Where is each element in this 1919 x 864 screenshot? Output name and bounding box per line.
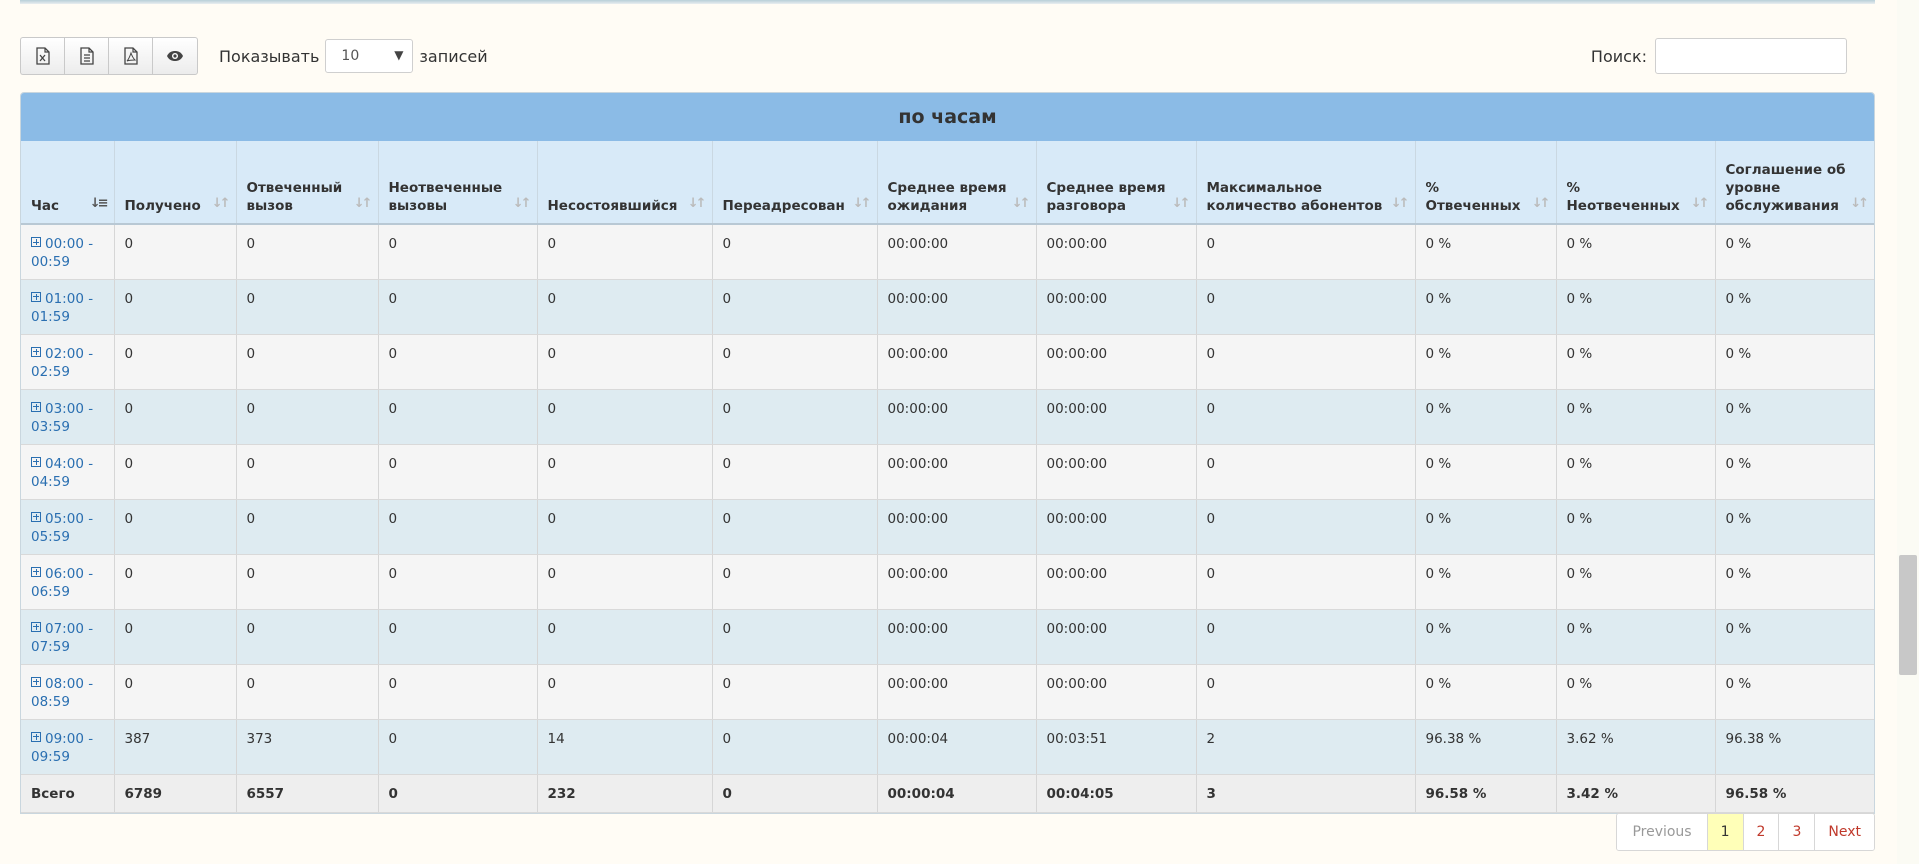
table-cell: 00:03:51 xyxy=(1036,719,1196,774)
table-cell: 00:00:04 xyxy=(877,719,1036,774)
table-cell: 0 xyxy=(114,334,236,389)
expand-plus-icon xyxy=(31,402,41,412)
table-cell: 00:00:00 xyxy=(1036,499,1196,554)
hour-range-text: 02:00 - 02:59 xyxy=(31,345,94,380)
table-cell: 0 % xyxy=(1556,609,1715,664)
table-cell: 0 % xyxy=(1415,664,1556,719)
hourly-stats-table xyxy=(21,141,1874,813)
column-visibility-button[interactable] xyxy=(152,37,198,75)
table-cell: 0 % xyxy=(1415,499,1556,554)
table-cell: 387 xyxy=(114,719,236,774)
table-row xyxy=(21,719,1874,774)
table-cell: 0 xyxy=(236,224,378,279)
table-cell: 0 % xyxy=(1415,334,1556,389)
table-cell: 0 xyxy=(114,224,236,279)
table-cell: 0 xyxy=(378,224,537,279)
table-cell: 0 % xyxy=(1715,224,1874,279)
hour-cell xyxy=(21,609,114,664)
table-cell: 0 % xyxy=(1415,554,1556,609)
header-label: Час xyxy=(31,198,60,214)
total-cell: 3.42 % xyxy=(1556,774,1715,812)
table-cell: 96.38 % xyxy=(1715,719,1874,774)
table-cell: 0 % xyxy=(1715,334,1874,389)
table-row xyxy=(21,224,1874,279)
expand-plus-icon xyxy=(31,237,41,247)
table-cell: 0 xyxy=(114,554,236,609)
column-header-sla[interactable] xyxy=(1715,141,1874,224)
sort-icon: ↓↑ xyxy=(852,196,869,211)
table-row xyxy=(21,444,1874,499)
table-cell: 0 xyxy=(236,499,378,554)
hour-cell xyxy=(21,279,114,334)
table-cell: 0 xyxy=(378,554,537,609)
hour-range-text: 01:00 - 01:59 xyxy=(31,290,94,325)
hour-expand-link[interactable] xyxy=(31,346,93,380)
column-header-hour[interactable] xyxy=(21,141,114,224)
table-cell: 00:00:00 xyxy=(1036,224,1196,279)
table-cell: 00:00:00 xyxy=(877,609,1036,664)
column-header-failed[interactable] xyxy=(537,141,712,224)
header-label: Неотвеченные вызовы xyxy=(388,180,503,214)
page-length-select[interactable] xyxy=(325,39,413,73)
table-cell: 00:00:00 xyxy=(1036,389,1196,444)
total-cell: 232 xyxy=(537,774,712,812)
expand-plus-icon xyxy=(31,512,41,522)
hour-expand-link[interactable] xyxy=(31,621,93,655)
total-cell: 0 xyxy=(712,774,877,812)
table-cell: 2 xyxy=(1196,719,1415,774)
table-cell: 0 xyxy=(114,389,236,444)
hour-cell xyxy=(21,334,114,389)
pagination xyxy=(1616,813,1875,851)
total-cell: 96.58 % xyxy=(1415,774,1556,812)
sort-icon: ↓↑ xyxy=(211,196,228,211)
table-cell: 0 xyxy=(712,719,877,774)
csv-file-icon xyxy=(79,47,95,65)
hour-range-text: 00:00 - 00:59 xyxy=(31,236,94,270)
table-cell: 0 xyxy=(1196,444,1415,499)
table-cell: 00:00:00 xyxy=(1036,279,1196,334)
table-row xyxy=(21,554,1874,609)
table-cell: 0 % xyxy=(1556,279,1715,334)
table-cell: 0 xyxy=(236,609,378,664)
table-cell: 373 xyxy=(236,719,378,774)
column-header-pct-answered[interactable] xyxy=(1415,141,1556,224)
table-cell: 0 xyxy=(114,279,236,334)
table-cell: 0 xyxy=(114,444,236,499)
column-header-avg-wait[interactable] xyxy=(877,141,1036,224)
table-cell: 0 xyxy=(712,554,877,609)
table-cell: 0 % xyxy=(1556,444,1715,499)
hour-expand-link[interactable] xyxy=(31,236,93,270)
total-label: Всего xyxy=(21,774,114,812)
table-cell: 0 xyxy=(378,499,537,554)
table-cell: 0 % xyxy=(1715,389,1874,444)
table-cell: 0 xyxy=(1196,224,1415,279)
total-cell: 6789 xyxy=(114,774,236,812)
table-row xyxy=(21,389,1874,444)
pdf-file-icon xyxy=(123,47,139,65)
hour-expand-link[interactable] xyxy=(31,566,93,600)
table-row xyxy=(21,334,1874,389)
length-prefix-label: Показывать xyxy=(219,46,320,66)
column-header-forwarded[interactable] xyxy=(712,141,877,224)
table-cell: 0 % xyxy=(1556,334,1715,389)
table-cell: 0 % xyxy=(1556,664,1715,719)
sort-icon: ↓↑ xyxy=(687,196,704,211)
hour-cell xyxy=(21,719,114,774)
table-cell: 0 xyxy=(378,389,537,444)
hour-cell xyxy=(21,224,114,279)
table-cell: 0 xyxy=(537,499,712,554)
table-cell: 0 xyxy=(378,719,537,774)
total-cell: 00:04:05 xyxy=(1036,774,1196,812)
table-cell: 00:00:00 xyxy=(877,389,1036,444)
header-label: Переадресован xyxy=(722,198,845,214)
table-cell: 0 xyxy=(114,664,236,719)
sort-icon: ↓↑ xyxy=(1690,196,1707,211)
table-cell: 0 xyxy=(114,499,236,554)
header-label: % Неотвеченных xyxy=(1566,180,1680,214)
expand-plus-icon xyxy=(31,732,41,742)
table-cell: 0 xyxy=(114,609,236,664)
table-cell: 0 % xyxy=(1415,444,1556,499)
table-cell: 0 xyxy=(537,609,712,664)
total-cell: 0 xyxy=(378,774,537,812)
table-cell: 0 xyxy=(712,334,877,389)
table-cell: 0 % xyxy=(1415,389,1556,444)
table-cell: 0 % xyxy=(1556,499,1715,554)
hour-expand-link[interactable] xyxy=(31,731,93,765)
page-length-control xyxy=(219,37,488,75)
search-control xyxy=(1591,37,1847,75)
table-cell: 0 xyxy=(537,334,712,389)
header-label: Получено xyxy=(124,198,201,214)
table-cell: 96.38 % xyxy=(1415,719,1556,774)
search-input[interactable] xyxy=(1655,38,1847,74)
hour-expand-link[interactable] xyxy=(31,456,93,490)
pagination-previous[interactable]: Previous xyxy=(1617,814,1707,850)
hour-expand-link[interactable] xyxy=(31,291,93,325)
total-cell: 6557 xyxy=(236,774,378,812)
table-cell: 0 xyxy=(1196,664,1415,719)
hour-expand-link[interactable] xyxy=(31,511,93,545)
column-header-received[interactable] xyxy=(114,141,236,224)
table-cell: 0 xyxy=(712,389,877,444)
table-cell: 0 xyxy=(712,279,877,334)
column-header-pct-unanswered[interactable] xyxy=(1556,141,1715,224)
table-cell: 00:00:00 xyxy=(877,334,1036,389)
vertical-scrollbar[interactable] xyxy=(1897,0,1919,864)
pagination-page[interactable]: 2 xyxy=(1744,814,1780,850)
hour-range-text: 03:00 - 03:59 xyxy=(31,400,94,435)
header-label: Отвеченный вызов xyxy=(246,180,343,214)
hour-cell xyxy=(21,444,114,499)
sort-icon: ↓↑ xyxy=(1531,196,1548,211)
hour-range-text: 04:00 - 04:59 xyxy=(31,455,94,490)
table-cell: 0 xyxy=(236,444,378,499)
expand-plus-icon xyxy=(31,677,41,687)
table-cell: 0 % xyxy=(1415,279,1556,334)
table-cell: 00:00:00 xyxy=(877,444,1036,499)
table-cell: 3.62 % xyxy=(1556,719,1715,774)
sort-asc-icon: ↓≡ xyxy=(89,196,106,211)
table-cell: 0 % xyxy=(1415,224,1556,279)
header-label: Среднее время разговора xyxy=(1046,180,1166,214)
hour-range-text: 09:00 - 09:59 xyxy=(31,730,94,765)
column-header-max-callers[interactable] xyxy=(1196,141,1415,224)
table-cell: 0 xyxy=(378,334,537,389)
hour-expand-link[interactable] xyxy=(31,401,93,435)
pagination-page[interactable]: 3 xyxy=(1779,814,1815,850)
table-cell: 0 xyxy=(1196,334,1415,389)
column-header-avg-talk[interactable] xyxy=(1036,141,1196,224)
table-cell: 00:00:00 xyxy=(1036,664,1196,719)
pagination-page[interactable]: 1 xyxy=(1708,814,1744,850)
table-cell: 0 xyxy=(1196,499,1415,554)
expand-plus-icon xyxy=(31,347,41,357)
header-label: Среднее время ожидания xyxy=(887,180,1007,214)
hourly-report-panel xyxy=(20,92,1875,814)
header-label: Максимальное количество абонентов xyxy=(1206,180,1383,214)
table-cell: 0 % xyxy=(1556,224,1715,279)
caret-down-icon: ▼ xyxy=(394,48,404,62)
sort-icon: ↓↑ xyxy=(1850,196,1866,211)
table-row xyxy=(21,664,1874,719)
table-cell: 00:00:00 xyxy=(1036,334,1196,389)
table-cell: 00:00:00 xyxy=(877,224,1036,279)
export-pdf-button[interactable] xyxy=(108,37,152,75)
table-cell: 0 xyxy=(1196,279,1415,334)
table-cell: 0 xyxy=(236,389,378,444)
excel-file-icon xyxy=(35,47,51,65)
hour-cell xyxy=(21,554,114,609)
table-cell: 0 xyxy=(378,279,537,334)
total-row xyxy=(21,774,1874,812)
hour-cell xyxy=(21,499,114,554)
table-cell: 0 xyxy=(1196,554,1415,609)
total-cell: 96.58 % xyxy=(1715,774,1874,812)
table-cell: 0 xyxy=(236,554,378,609)
table-cell: 0 xyxy=(1196,609,1415,664)
table-row xyxy=(21,609,1874,664)
hour-range-text: 05:00 - 05:59 xyxy=(31,510,94,545)
table-cell: 00:00:00 xyxy=(1036,554,1196,609)
scrollbar-thumb[interactable] xyxy=(1899,555,1917,675)
hour-cell xyxy=(21,389,114,444)
table-cell: 0 xyxy=(712,609,877,664)
total-cell: 00:00:04 xyxy=(877,774,1036,812)
table-cell: 0 % xyxy=(1415,609,1556,664)
pagination-next[interactable]: Next xyxy=(1815,814,1874,850)
table-cell: 0 xyxy=(378,609,537,664)
search-label: Поиск: xyxy=(1590,46,1647,66)
panel-top-divider xyxy=(20,0,1875,4)
eye-icon xyxy=(166,50,184,62)
hour-range-text: 07:00 - 07:59 xyxy=(31,620,94,655)
column-header-unanswered[interactable] xyxy=(378,141,537,224)
table-cell: 0 xyxy=(712,224,877,279)
total-cell: 3 xyxy=(1196,774,1415,812)
export-excel-button[interactable] xyxy=(20,37,64,75)
table-cell: 0 xyxy=(712,499,877,554)
table-cell: 00:00:00 xyxy=(877,554,1036,609)
table-cell: 14 xyxy=(537,719,712,774)
expand-plus-icon xyxy=(31,622,41,632)
header-label: Несостоявшийся xyxy=(547,198,678,214)
table-cell: 0 xyxy=(378,664,537,719)
table-cell: 00:00:00 xyxy=(877,279,1036,334)
table-cell: 0 xyxy=(1196,389,1415,444)
table-cell: 0 % xyxy=(1715,609,1874,664)
table-cell: 0 xyxy=(712,444,877,499)
column-header-answered[interactable] xyxy=(236,141,378,224)
table-row xyxy=(21,279,1874,334)
table-cell: 0 % xyxy=(1556,389,1715,444)
table-cell: 0 xyxy=(537,224,712,279)
sort-icon: ↓↑ xyxy=(1011,196,1028,211)
page-length-value: 10 xyxy=(341,48,360,64)
panel-title: по часам xyxy=(21,93,1874,141)
table-cell: 0 % xyxy=(1715,499,1874,554)
table-cell: 0 xyxy=(537,389,712,444)
table-cell: 0 xyxy=(236,664,378,719)
table-cell: 0 % xyxy=(1715,279,1874,334)
table-cell: 0 xyxy=(537,279,712,334)
hour-cell xyxy=(21,664,114,719)
export-csv-button[interactable] xyxy=(64,37,108,75)
table-cell: 0 % xyxy=(1715,664,1874,719)
expand-plus-icon xyxy=(31,292,41,302)
expand-plus-icon xyxy=(31,567,41,577)
length-suffix-label: записей xyxy=(419,46,488,66)
hour-expand-link[interactable] xyxy=(31,676,93,710)
export-toolbar xyxy=(20,37,198,76)
table-cell: 0 % xyxy=(1556,554,1715,609)
table-cell: 00:00:00 xyxy=(877,664,1036,719)
table-cell: 0 xyxy=(537,664,712,719)
table-cell: 0 xyxy=(537,554,712,609)
table-row xyxy=(21,499,1874,554)
sort-icon: ↓↑ xyxy=(1171,196,1188,211)
table-cell: 00:00:00 xyxy=(1036,609,1196,664)
table-cell: 0 xyxy=(378,444,537,499)
table-cell: 0 xyxy=(537,444,712,499)
expand-plus-icon xyxy=(31,457,41,467)
table-cell: 0 xyxy=(236,279,378,334)
header-label: Соглашение об уровне обслуживания xyxy=(1725,162,1846,214)
table-cell: 0 xyxy=(236,334,378,389)
sort-icon: ↓↑ xyxy=(353,196,370,211)
table-cell: 0 % xyxy=(1715,444,1874,499)
sort-icon: ↓↑ xyxy=(1390,196,1407,211)
table-cell: 0 % xyxy=(1715,554,1874,609)
table-cell: 00:00:00 xyxy=(877,499,1036,554)
table-header-row xyxy=(21,141,1874,224)
hour-range-text: 06:00 - 06:59 xyxy=(31,565,94,600)
table-cell: 00:00:00 xyxy=(1036,444,1196,499)
header-label: % Отвеченных xyxy=(1425,180,1521,214)
hour-range-text: 08:00 - 08:59 xyxy=(31,675,94,710)
table-cell: 0 xyxy=(712,664,877,719)
sort-icon: ↓↑ xyxy=(512,196,529,211)
